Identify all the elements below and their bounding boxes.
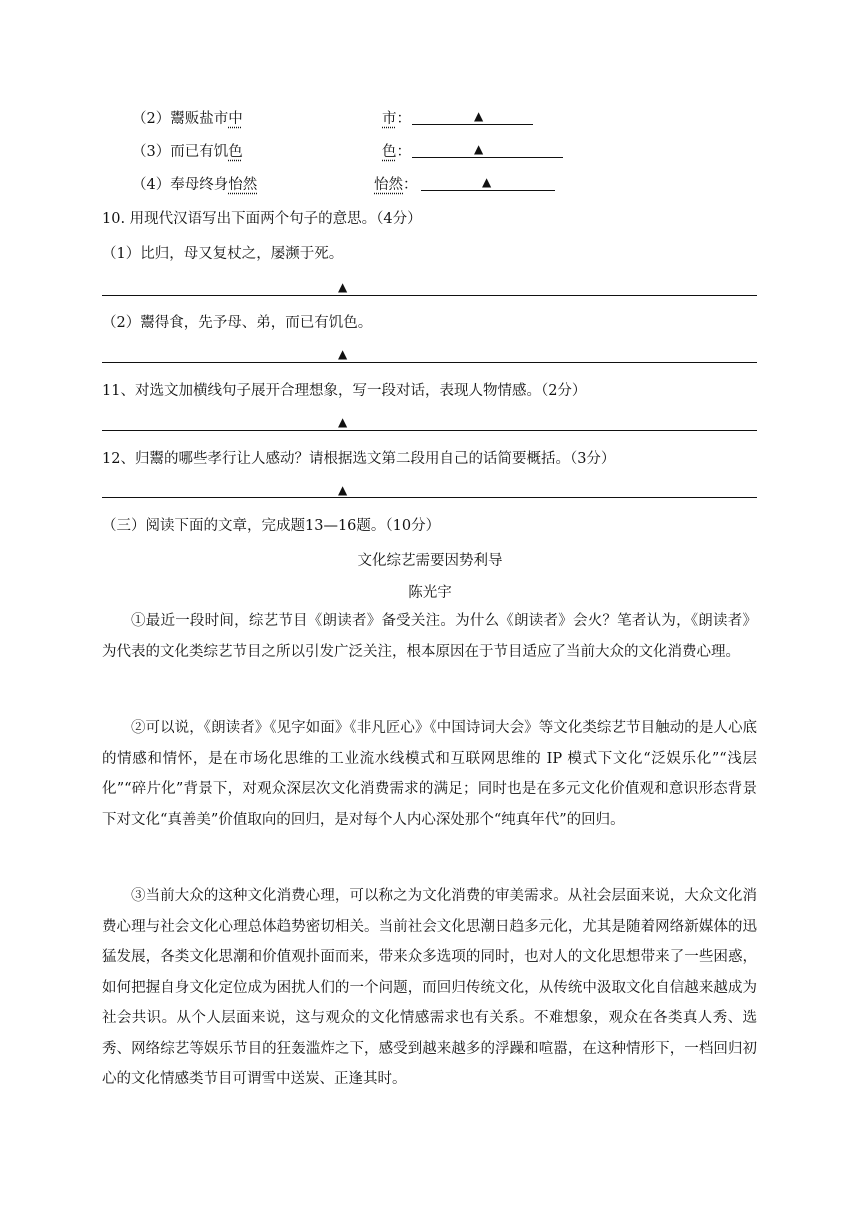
triangle-icon: ▲	[338, 483, 348, 497]
triangle-icon: ▲	[482, 175, 492, 189]
q9-item-text: 而已有饥	[170, 144, 229, 160]
q9-key-word: 市	[382, 111, 397, 127]
answer-blank[interactable]	[412, 156, 563, 158]
q9-item-4	[132, 173, 257, 194]
answer-line[interactable]	[102, 496, 757, 498]
article-paragraph-1: ①最近一段时间，综艺节目《朗读者》备受关注。为什么《朗读者》会火？笔者认为，《朗读者》为代表的文化类综艺节目之所以引发广泛关注，根本原因在于节目适应了当前大众的文化消费心理。	[102, 613, 757, 660]
q9-key-word: 色	[382, 144, 397, 160]
q9-key-word: 怡然	[374, 177, 403, 193]
q9-item-dotted: 色	[228, 144, 243, 160]
answer-line[interactable]	[102, 361, 757, 363]
q12-stem: 12、归鬻的哪些孝行让人感动？请根据选文第二段用自己的话简要概括。（3分）	[102, 451, 616, 467]
triangle-icon: ▲	[474, 109, 484, 123]
q9-item-dotted: 怡然	[228, 177, 258, 193]
answer-line[interactable]	[102, 429, 757, 431]
answer-blank[interactable]	[421, 189, 555, 191]
triangle-icon: ▲	[474, 142, 484, 156]
q10-sentence-2: （2）鬻得食，先予母、弟，而已有饥色。	[102, 315, 373, 331]
triangle-icon: ▲	[338, 280, 348, 294]
section-heading: （三）阅读下面的文章，完成题13—16题。（10分）	[102, 518, 441, 534]
q9-key-colon: ：	[396, 111, 411, 127]
q9-item-2	[132, 107, 243, 128]
answer-blank[interactable]	[412, 123, 533, 125]
triangle-icon: ▲	[338, 415, 348, 429]
q9-item-text: 奉母终身	[170, 177, 229, 193]
article-paragraph-2: ②可以说，《朗读者》《见字如面》《非凡匠心》《中国诗词大会》等文化类综艺节目触动的是人心底的情感和情怀，是在市场化思维的工业流水线模式和互联网思维的 IP 模式下文化“泛娱乐化”“浅层化”“碎片化”背景下，对观众深层次文化消费需求的满足；同时也是在多元文化价值观和意识形态背景下对文化“真善美”价值取向的回归，是对每个人内心深处那个“纯真年代”的回归。	[102, 720, 757, 828]
q9-item-num: （3）	[132, 144, 171, 160]
q9-item-2-key	[382, 107, 411, 128]
answer-line[interactable]	[102, 294, 757, 296]
q10-stem: 10. 用现代汉语写出下面两个句子的意思。（4分）	[102, 211, 422, 227]
triangle-icon: ▲	[338, 347, 348, 361]
q11-stem: 11、对选文加横线句子展开合理想象，写一段对话，表现人物情感。（2分）	[102, 383, 587, 399]
q9-item-num: （2）	[132, 111, 171, 127]
q9-key-colon: ：	[403, 177, 418, 193]
article-paragraph-3: ③当前大众的这种文化消费心理，可以称之为文化消费的审美需求。从社会层面来说，大众文化消费心理与社会文化心理总体趋势密切相关。当前社会文化思潮日趋多元化，尤其是随着网络新媒体的迅猛发展，各类文化思潮和价值观扑面而来，带来众多选项的同时，也对人的文化思想带来了一些困惑，如何把握自身文化定位成为困扰人们的一个问题，而回归传统文化，从传统中汲取文化自信越来越成为社会共识。从个人层面来说，这与观众的文化情感需求也有关系。不难想象，观众在各类真人秀、选秀、网络综艺等娱乐节目的狂轰滥炸之下，感受到越来越多的浮躁和喧嚣，在这种情形下，一档回归初心的文化情感类节目可谓雪中送炭、正逢其时。	[102, 888, 757, 1087]
q10-sentence-1: （1）比归，母又复杖之，屡濒于死。	[102, 246, 344, 262]
article-title: 文化综艺需要因势利导	[357, 553, 503, 569]
q9-key-colon: ：	[396, 144, 411, 160]
q9-item-text: 鬻贩盐市	[170, 111, 229, 127]
q9-item-3	[132, 140, 243, 161]
q9-item-dotted: 中	[228, 111, 243, 127]
q9-item-num: （4）	[132, 177, 171, 193]
article-author: 陈光宇	[408, 585, 452, 601]
q9-item-4-key	[374, 173, 418, 194]
q9-item-3-key	[382, 140, 411, 161]
